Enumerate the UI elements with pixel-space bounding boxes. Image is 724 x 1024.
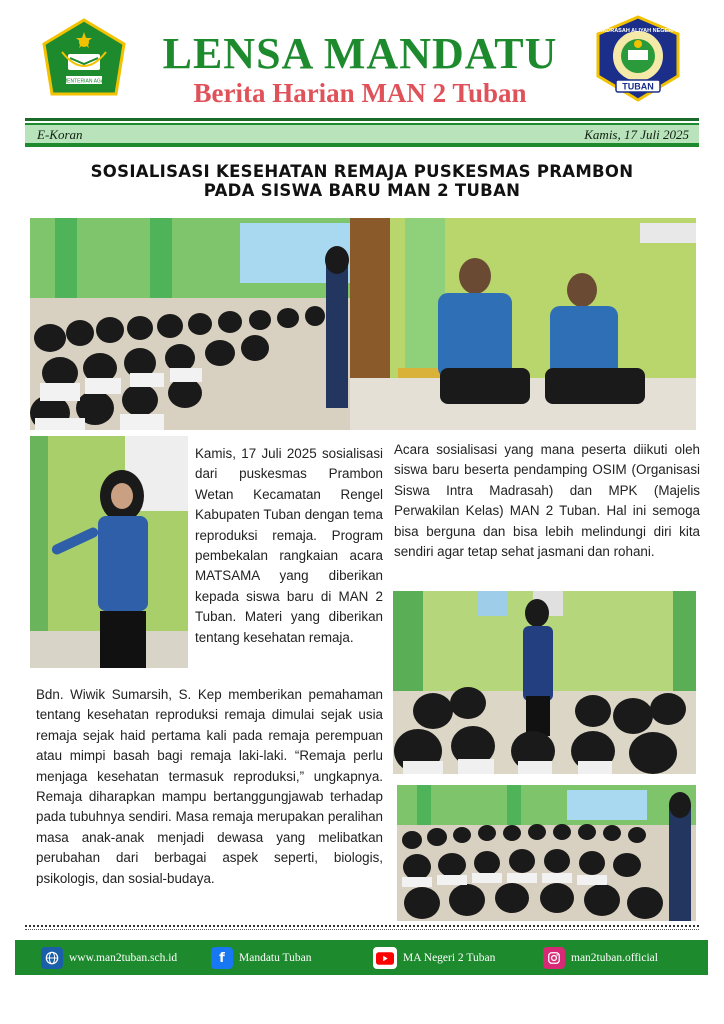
svg-text:TUBAN: TUBAN <box>622 81 654 92</box>
article-headline <box>40 162 684 200</box>
footer-website-label: www.man2tuban.sch.id <box>69 952 178 964</box>
headline-line-1: SOSIALISASI KESEHATAN REMAJA PUSKESMAS PRAMBON <box>90 162 634 181</box>
svg-text:MADRASAH ALIYAH NEGERI 2: MADRASAH ALIYAH NEGERI 2 <box>597 28 679 34</box>
instagram-icon <box>543 947 565 969</box>
youtube-icon <box>373 947 397 969</box>
headline-line-2: PADA SISWA BARU MAN 2 TUBAN <box>203 181 521 200</box>
edition-bar <box>25 123 699 147</box>
kemenag-logo <box>40 18 128 100</box>
masthead-divider <box>25 118 699 121</box>
man2-tuban-logo <box>592 14 684 104</box>
footer-bar <box>15 940 708 975</box>
footer-divider <box>25 925 699 927</box>
photo-students-seated <box>30 218 350 430</box>
article-paragraph-1: Kamis, 17 Juli 2025 sosialisasi dari puskesmas Prambon Wetan Kecamatan Rengel Kabupaten Tuban dengan tema reproduksi remaja. Program pembekalan rangkaian acara MATSAMA yang diberikan kepada siswa baru di MAN 2 Tuban. Materi yang diberikan tentang kesehatan remaja. <box>195 446 383 645</box>
footer-instagram-label: man2tuban.official <box>571 952 658 964</box>
masthead-title: LENSA MANDATU <box>162 29 558 78</box>
facebook-icon: f <box>211 947 233 969</box>
footer-facebook[interactable] <box>211 946 312 970</box>
article-paragraph-2: Bdn. Wiwik Sumarsih, S. Kep memberikan pemahaman tentang kesehatan reproduksi remaja dimulai sejak usia remaja sejak haid pertama kali pada remaja perempuan atau mimpi basah bagi remaja laki-laki. “Remaja perlu menjaga kesehatan termasuk reproduksi,” ungkapnya. Remaja diharapkan mampu bertanggungjawab terhadap pada tubuhnya sendiri. Masa remaja merupakan peralihan masa anak-anak menjadi dewasa yang melibatkan perubahan dari berbagai aspek seperti, biologis, psikologis, dan sosial-budaya. <box>36 687 383 886</box>
photo-officials-seated <box>350 218 696 430</box>
photo-student-crowd <box>397 785 696 921</box>
photo-speaker-with-students <box>393 591 696 774</box>
svg-text:KEMENTERIAN AGAMA: KEMENTERIAN AGAMA <box>56 78 112 85</box>
footer-youtube[interactable] <box>373 946 495 970</box>
footer-youtube-label: MA Negeri 2 Tuban <box>403 952 496 964</box>
footer-divider-secondary <box>25 929 699 930</box>
masthead-subtitle: Berita Harian MAN 2 Tuban <box>193 78 527 108</box>
photo-speaker-portrait <box>30 436 188 668</box>
footer-facebook-label: Mandatu Tuban <box>239 952 312 964</box>
edition-label: E-Koran <box>37 127 83 142</box>
footer-instagram[interactable] <box>543 946 658 970</box>
article-paragraph-3: Acara sosialisasi yang mana peserta diikuti oleh siswa baru beserta pendamping OSIM (Organisasi Siswa Intra Madrasah) dan MPK (Majelis Perwakilan Kelas) MAN 2 Tuban. Hal ini semoga bisa berguna dan bisa lebih melindungi diri kita sendiri agar tetap sehat jasmani dan rohani. <box>394 442 700 560</box>
globe-icon <box>41 947 63 969</box>
edition-date: Kamis, 17 Juli 2025 <box>584 127 689 142</box>
footer-website[interactable] <box>41 946 177 970</box>
